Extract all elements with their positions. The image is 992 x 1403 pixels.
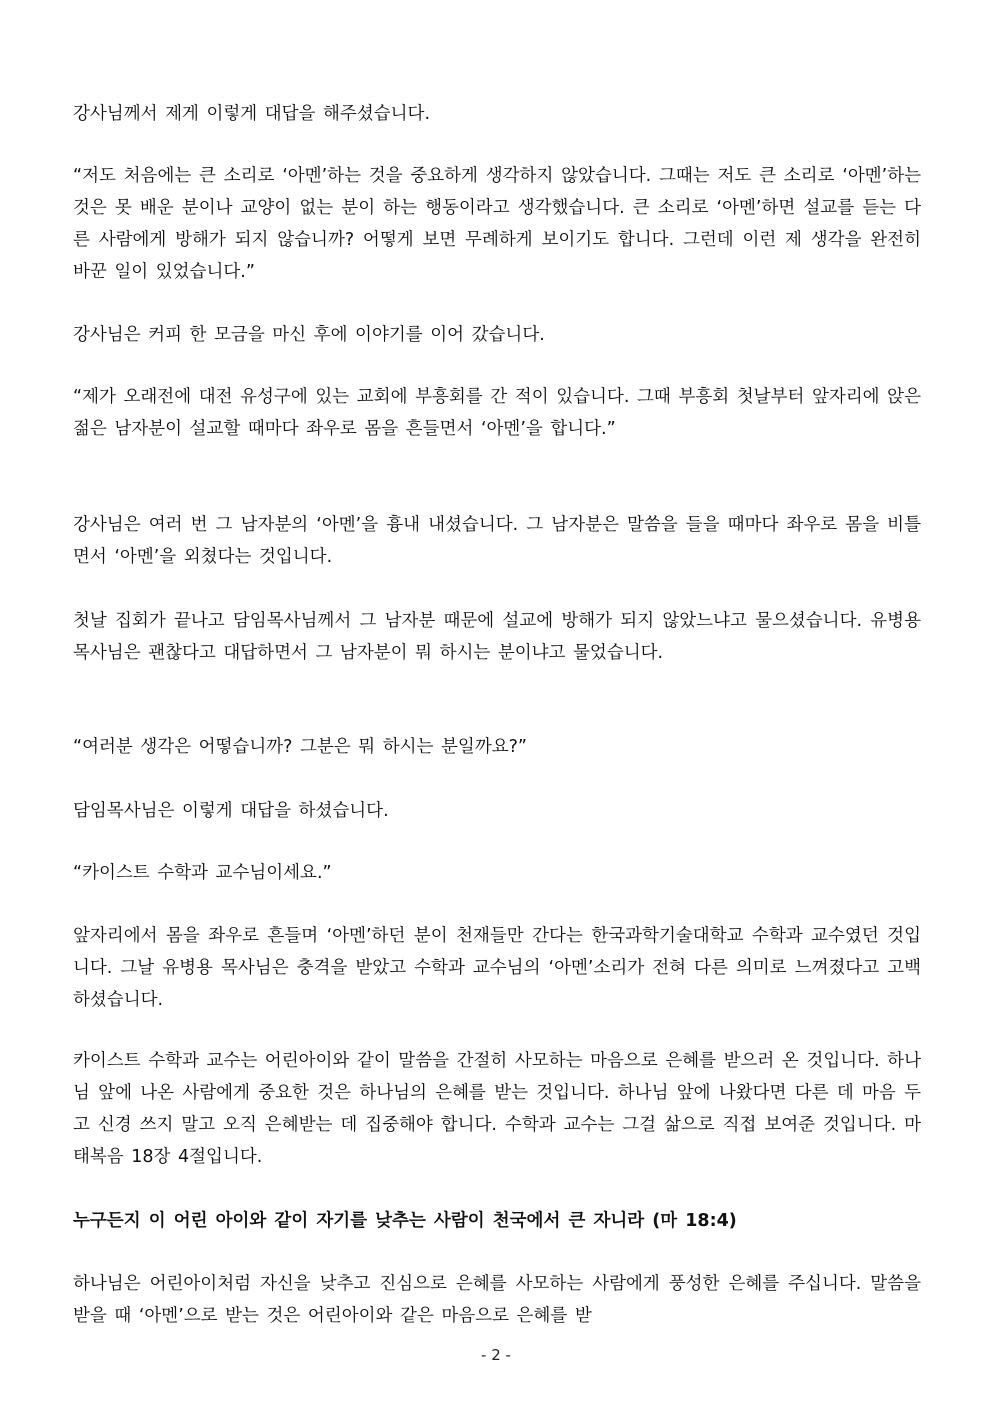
paragraph-3: 강사님은 커피 한 모금을 마신 후에 이야기를 이어 갔습니다. bbox=[73, 325, 545, 345]
paragraph-12: 하나님은 어린아이처럼 자신을 낮추고 진심으로 은혜를 사모하는 사람에게 풍성한 은혜를 주십니다. 말씀을 받을 때 ‘아멘’으로 받는 것은 어린아이와 같은 마음으로 은혜를 받 bbox=[73, 1274, 921, 1326]
paragraph-11: 카이스트 수학과 교수는 어린아이와 같이 말씀을 간절히 사모하는 마음으로 은혜를 받으러 온 것입니다. 하나님 앞에 나온 사람에게 중요한 것은 하나님의 은혜를 받는 것입니다. 하나님 앞에 나왔다면 다른 데 마음 두고 신경 쓰지 말고 오직 은혜받는 데 집중해야 합니다. 수학과 교수는 그걸 삶으로 직접 보여준 것입니다. 마태복음 18장 4절입니다. bbox=[73, 1051, 921, 1167]
paragraph-10: 앞자리에서 몸을 좌우로 흔들며 ‘아멘’하던 분이 천재들만 간다는 한국과학기술대학교 수학과 교수였던 것입니다. 그날 유병용 목사님은 충격을 받았고 수학과 교수님의 ‘아멘’소리가 전혀 다른 의미로 느껴졌다고 고백하셨습니다. bbox=[73, 926, 921, 1010]
paragraph-6: 첫날 집회가 끝나고 담임목사님께서 그 남자분 때문에 설교에 방해가 되지 않았느냐고 물으셨습니다. 유병용 목사님은 괜찮다고 대답하면서 그 남자분이 뭐 하시는 분이냐고 물었습니다. bbox=[73, 611, 921, 663]
paragraph-7: “여러분 생각은 어떻습니까? 그분은 뭐 하시는 분일까요?” bbox=[73, 737, 527, 757]
paragraph-1: 강사님께서 제게 이렇게 대답을 해주셨습니다. bbox=[73, 104, 431, 124]
scripture-quote: 누구든지 이 어린 아이와 같이 자기를 낮추는 사람이 천국에서 큰 자니라 (마 18:4) bbox=[73, 1211, 737, 1231]
paragraph-4: “제가 오래전에 대전 유성구에 있는 교회에 부흥회를 간 적이 있습니다. 그때 부흥회 첫날부터 앞자리에 앉은 젊은 남자분이 설교할 때마다 좌우로 몸을 흔들면서 ‘아멘’을 합니다.” bbox=[73, 387, 921, 439]
paragraph-5: 강사님은 여러 번 그 남자분의 ‘아멘’을 흉내 내셨습니다. 그 남자분은 말씀을 들을 때마다 좌우로 몸을 비틀면서 ‘아멘’을 외쳤다는 것입니다. bbox=[73, 515, 921, 567]
paragraph-9: “카이스트 수학과 교수님이세요.” bbox=[73, 863, 332, 883]
page-number: - 2 - bbox=[481, 1346, 511, 1364]
paragraph-8: 담임목사님은 이렇게 대답을 하셨습니다. bbox=[73, 801, 389, 821]
paragraph-2: “저도 처음에는 큰 소리로 ‘아멘’하는 것을 중요하게 생각하지 않았습니다. 그때는 저도 큰 소리로 ‘아멘’하는 것은 못 배운 분이나 교양이 없는 분이 하는 행동이라고 생각했습니다. 큰 소리로 ‘아멘’하면 설교를 듣는 다른 사람에게 방해가 되지 않습니까? 어떻게 보면 무례하게 보이기도 합니다. 그런데 이런 제 생각을 완전히 바꾼 일이 있었습니다.” bbox=[73, 166, 921, 282]
